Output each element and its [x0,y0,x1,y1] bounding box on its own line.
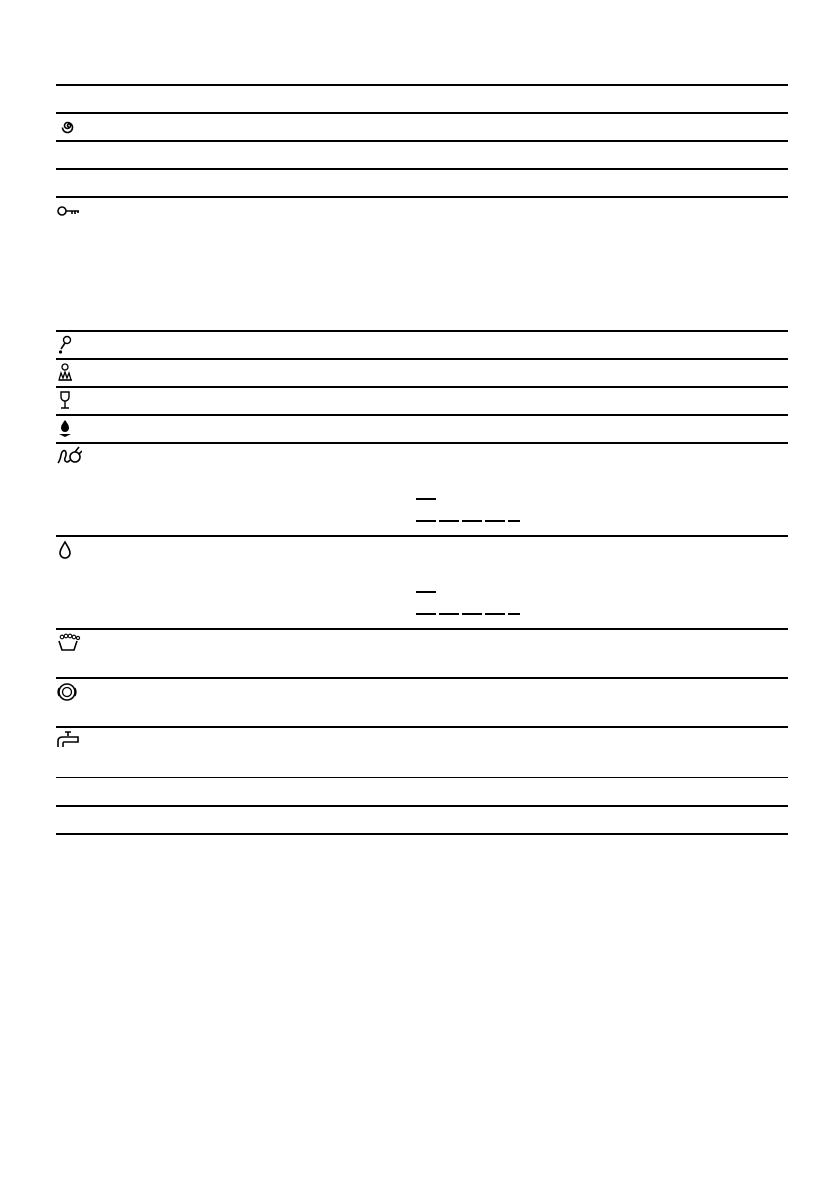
table-rule [56,628,788,630]
indicator-dash [508,520,520,522]
indicator-dash [462,520,482,522]
table-rule-bottom [56,833,788,835]
water-drop-icon [56,540,82,562]
table-rule [56,140,788,142]
table-rule [56,535,788,537]
table-rule-top [56,84,788,86]
glass-icon [56,390,82,412]
salt-flower-icon [56,362,82,384]
indicator-dash [439,520,459,522]
indicator-dash [416,498,436,500]
indicator-dash [439,613,459,615]
table-rule [56,805,788,807]
rinse-aid-dropper-icon [56,334,82,356]
table-rule [56,726,788,728]
indicator-dash [462,613,482,615]
table-rule [56,112,788,114]
indicator-dash [508,613,520,615]
table-rule [56,168,788,170]
indicator-dash [416,520,436,522]
key-icon [56,202,82,224]
indicator-dash [416,613,436,615]
water-drop-tray-icon [56,418,82,440]
table-rule [56,442,788,444]
water-tap-icon [56,730,82,752]
indicator-dash [485,520,505,522]
table-rule [56,358,788,360]
plate-icon [56,682,82,704]
table-rule [56,677,788,679]
table-rule [56,386,788,388]
spiral-icon [56,116,82,138]
table-rule [56,196,788,198]
table-rule [56,777,788,778]
hose-plug-icon [56,446,82,468]
table-rule [56,414,788,416]
table-rule [56,330,788,332]
indicator-dash [416,591,436,593]
indicator-dash [485,613,505,615]
wash-basin-icon [56,633,82,655]
